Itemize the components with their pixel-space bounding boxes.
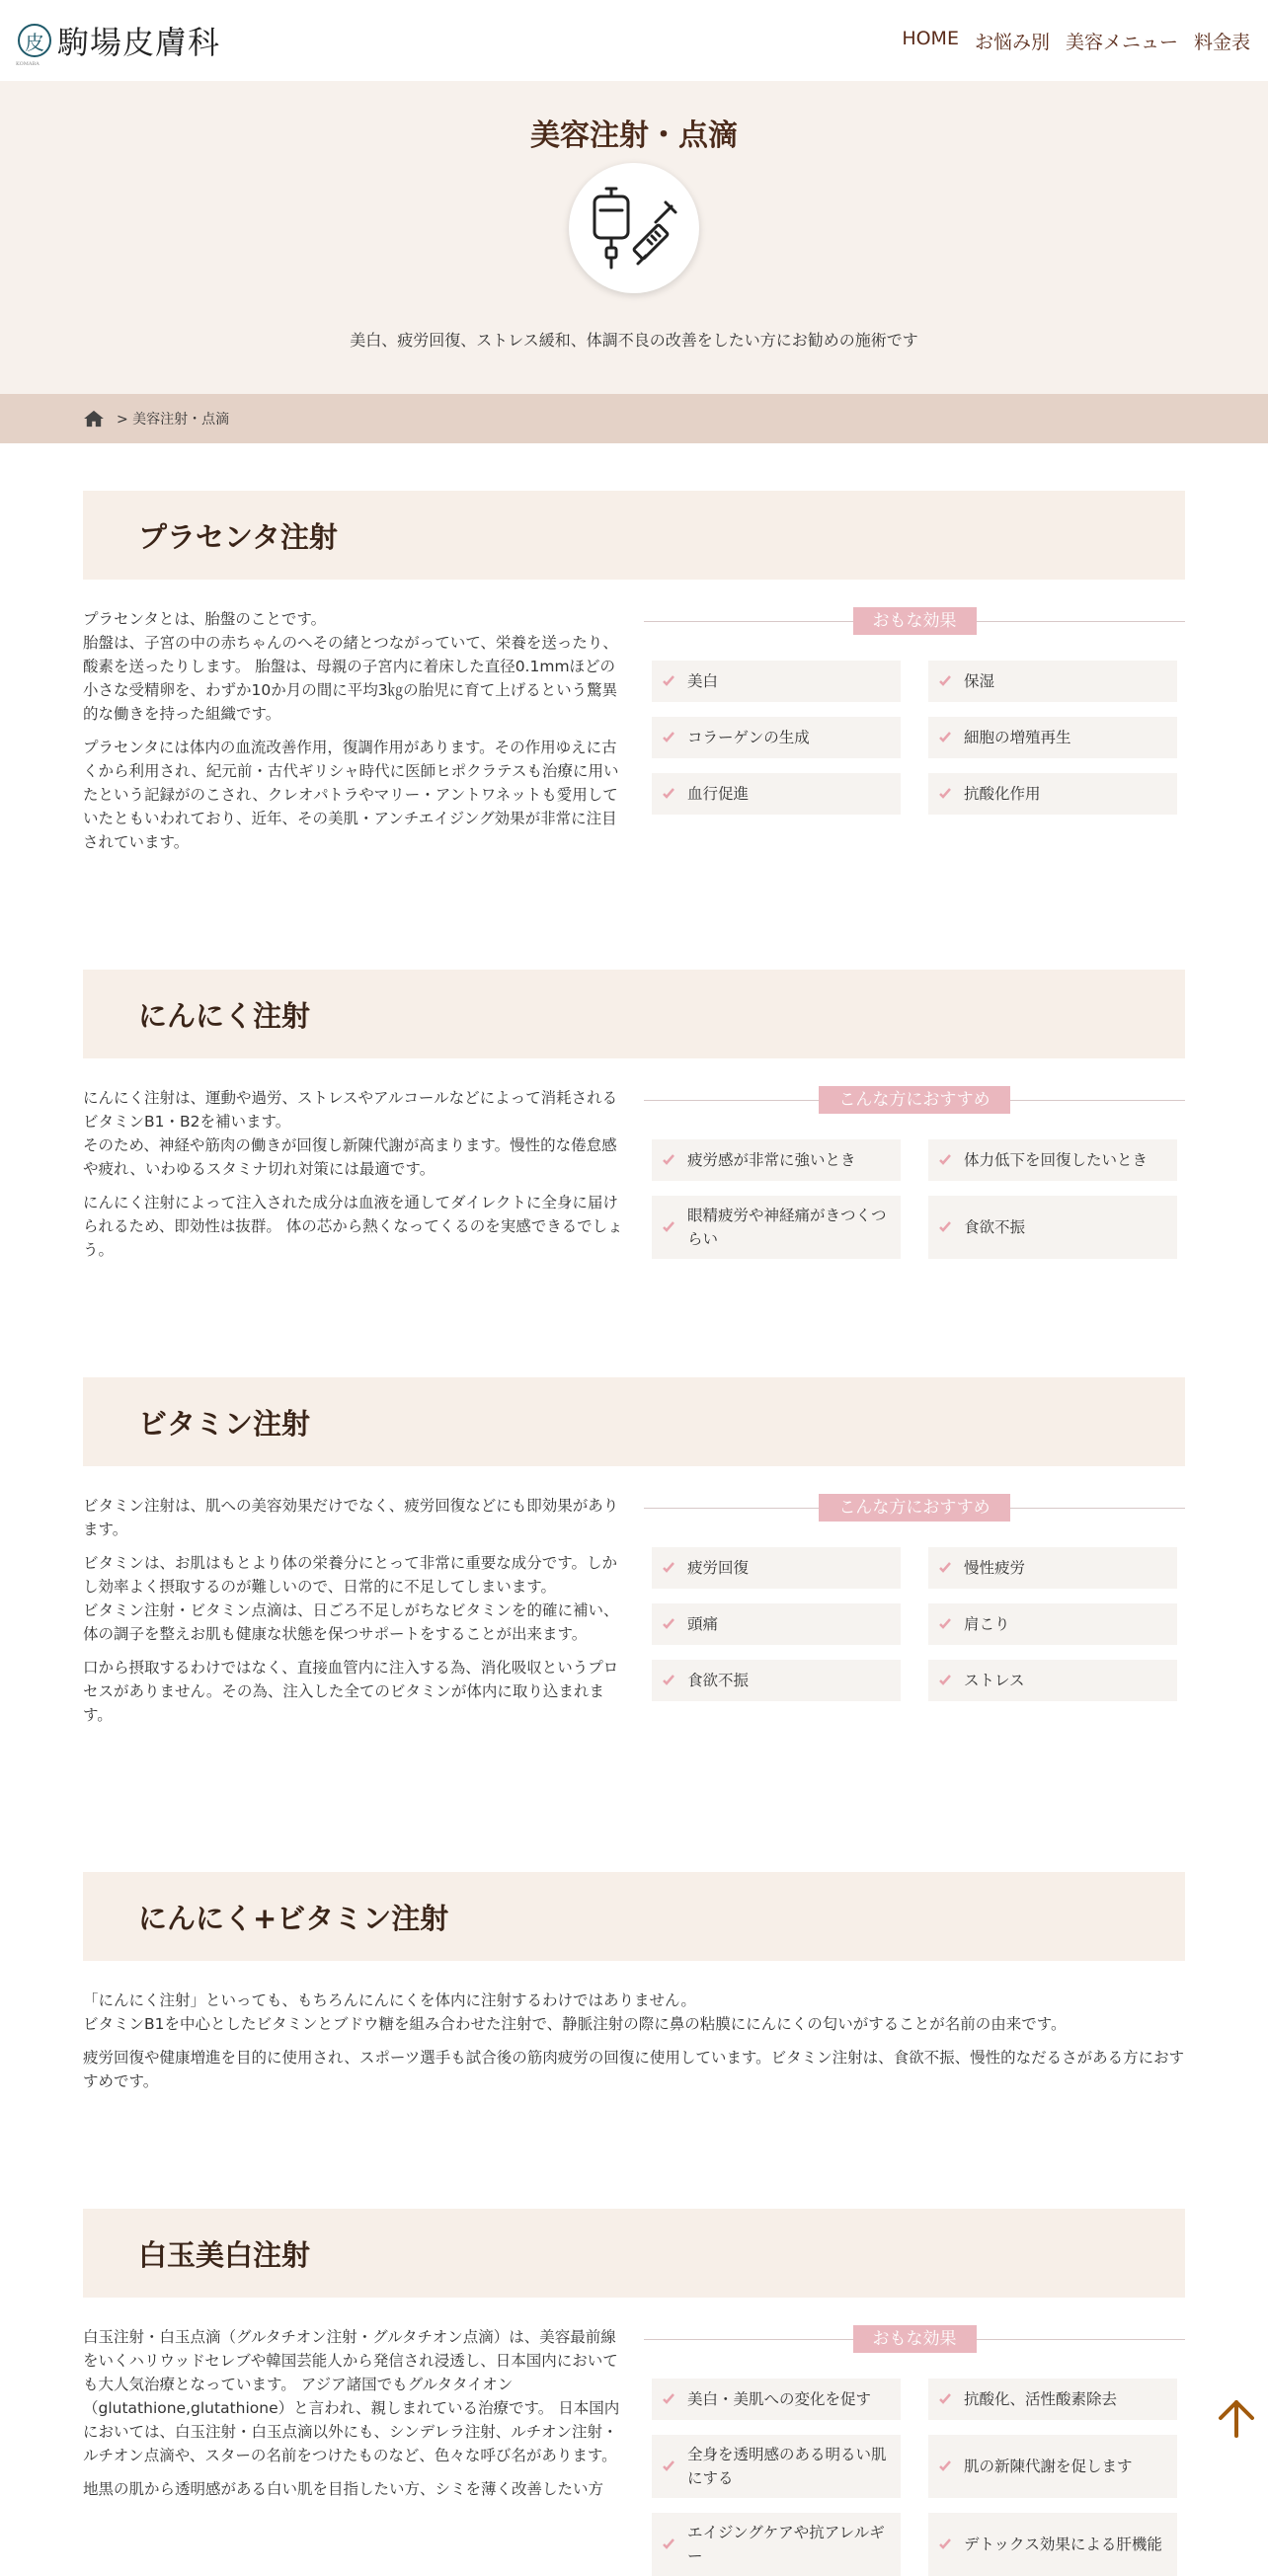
list-item-label: エイジングケアや抗アレルギー — [687, 2524, 885, 2565]
check-icon — [662, 1153, 675, 1167]
breadcrumb-current: > 美容注射・点滴 — [117, 412, 230, 428]
section-text — [83, 2325, 624, 2576]
list-item — [652, 1547, 901, 1589]
check-icon — [938, 2537, 952, 2551]
section-text — [83, 1989, 1185, 2093]
list-item — [652, 2435, 901, 2498]
section-title: ビタミン注射 — [83, 1377, 1185, 1466]
paragraph: にんにく注射によって注入された成分は血液を通してダイレクトに全身に届けられるため、即効性は抜群。 体の芯から熱くなってくるのを実感できるでしょう。 — [83, 1194, 623, 1259]
list-item-label: 眼精疲労や神経痛がきつくつらい — [687, 1207, 887, 1248]
list-item-label: 疲労回復 — [687, 1559, 750, 1577]
section-title: にんにく+ビタミン注射 — [83, 1872, 1185, 1961]
list-item-label: 美白 — [687, 672, 719, 690]
section-garlic-vitamin — [83, 1872, 1185, 2103]
check-icon — [938, 1561, 952, 1575]
list-item-label: 細胞の増殖再生 — [964, 729, 1071, 746]
hero-description: 美白、疲労回復、ストレス緩和、体調不良の改善をしたい方にお勧めの施術です — [350, 331, 918, 350]
check-icon — [938, 2392, 952, 2406]
list-item — [928, 1139, 1177, 1181]
list-item-label: 食欲不振 — [964, 1218, 1026, 1236]
list-item — [652, 717, 901, 758]
list-item-label: 肌の新陳代謝を促します — [964, 2458, 1133, 2475]
list-item-label: コラーゲンの生成 — [687, 729, 810, 746]
list-item — [652, 773, 901, 815]
check-icon — [662, 731, 675, 744]
section-shiratama — [83, 2209, 1185, 2576]
list-item-label: 抗酸化、活性酸素除去 — [964, 2390, 1118, 2408]
section-title: プラセンタ注射 — [83, 491, 1185, 580]
side-label-text: こんな方におすすめ — [819, 1086, 1009, 1114]
nav-price-list[interactable]: 料金表 — [1193, 31, 1250, 53]
section-text — [83, 1494, 624, 1737]
logo-glyph: 皮 — [25, 30, 44, 54]
side-label-text: おもな効果 — [853, 607, 977, 635]
list-item — [652, 2379, 901, 2420]
list-item — [928, 2435, 1177, 2498]
side-label — [644, 1494, 1185, 1523]
side-label — [644, 2325, 1185, 2355]
main-nav — [902, 28, 1250, 54]
list-item-label: 美白・美肌への変化を促す — [687, 2390, 872, 2408]
list-item-label: 血行促進 — [687, 785, 750, 803]
check-icon — [938, 731, 952, 744]
check-icon — [938, 787, 952, 801]
logo-sub: KOMABA — [16, 61, 40, 67]
nav-concerns[interactable]: お悩み別 — [974, 31, 1050, 53]
list-item — [652, 1196, 901, 1259]
list-item — [652, 661, 901, 702]
check-icon — [662, 787, 675, 801]
check-icon — [938, 1220, 952, 1234]
side-label-text: こんな方におすすめ — [819, 1494, 1009, 1522]
list-item-label: 疲労感が非常に強いとき — [687, 1151, 856, 1169]
list-item — [928, 717, 1177, 758]
list-item — [928, 661, 1177, 702]
paragraph: プラセンタとは、胎盤のことです。 胎盤は、子宮の中の赤ちゃんのへその緒とつながっていて、栄養を送ったり、酸素を送ったりします。 胎盤は、母親の子宮内に着床した直径0.1mmほどの小さな受精卵を、わずか10か月の間に平均3㎏の胎児に育て上げるという驚異的な働きを持った組織です。 — [83, 610, 618, 723]
check-icon — [938, 1674, 952, 1687]
list-item — [652, 1603, 901, 1645]
list-item — [652, 1660, 901, 1701]
logo-text: 駒場皮膚科 — [57, 24, 221, 61]
check-icon — [938, 2459, 952, 2473]
list-item-label: 肩こり — [964, 1615, 1010, 1633]
nav-home[interactable]: HOME — [902, 27, 959, 49]
effects-panel — [644, 607, 1185, 864]
page-title: 美容注射・点滴 — [530, 118, 738, 153]
list-item-label: 体力低下を回復したいとき — [964, 1151, 1149, 1169]
hero-banner — [0, 81, 1268, 394]
paragraph: プラセンタには体内の血流改善作用，復調作用があります。その作用ゆえに古くから利用され、紀元前・古代ギリシャ時代に医師ヒポクラテスも治療に用いたという記録がのこされ、クレオパトラやマリー・アントワネットも愛用していたともいわれており、近年、その美肌・アンチエイジング効果が非常に注目されています。 — [83, 739, 619, 851]
list-item — [928, 1547, 1177, 1589]
check-icon — [938, 674, 952, 688]
paragraph: ビタミン注射は、肌への美容効果だけでなく、疲労回復などにも即効果があります。 — [83, 1497, 619, 1538]
list-item-label: ストレス — [964, 1672, 1025, 1689]
check-icon — [662, 2392, 675, 2406]
section-garlic — [83, 970, 1185, 1272]
check-icon — [662, 674, 675, 688]
list-item-label: 慢性疲労 — [964, 1559, 1026, 1577]
paragraph: ビタミンは、お肌はもとより体の栄養分にとって非常に重要な成分です。しかし効率よく摂取するのが難しいので、日常的に不足してしまいます。 ビタミン注射・ビタミン点滴は、日ごろ不足しがちなビタミンを的確に補い、体の調子を整えお肌も健康な状態を保つサポートをすることが出来ます。 — [83, 1554, 619, 1643]
section-text — [83, 607, 624, 864]
list-item — [928, 1196, 1177, 1259]
breadcrumb — [0, 394, 1268, 443]
list-item — [928, 1603, 1177, 1645]
list-item — [928, 2513, 1177, 2576]
paragraph: 口から摂取するわけではなく、直接血管内に注入する為、消化吸収というプロセスがありません。その為、注入した全てのビタミンが体内に取り込まれます。 — [83, 1659, 619, 1724]
nav-beauty-menu[interactable]: 美容メニュー — [1065, 31, 1178, 53]
check-icon — [662, 1674, 675, 1687]
check-icon — [938, 1153, 952, 1167]
arrow-up-icon[interactable] — [1213, 2394, 1260, 2442]
check-icon — [662, 2459, 675, 2473]
list-item-label: デトックス効果による肝機能 — [964, 2536, 1162, 2553]
iv-drip-syringe-icon — [569, 163, 699, 293]
paragraph: 「にんにく注射」といっても、もちろんにんにくを体内に注射するわけではありません。 ビタミンB1を中心としたビタミンとブドウ糖を組み合わせた注射で、静脈注射の際に鼻の粘膜ににんにくの匂いがすることが名前の由来です。 — [83, 1991, 1067, 2033]
list-item-label: 全身を透明感のある明るい肌にする — [687, 2446, 887, 2487]
list-item — [928, 773, 1177, 815]
section-vitamin — [83, 1377, 1185, 1737]
list-item — [928, 2379, 1177, 2420]
section-title: にんにく注射 — [83, 970, 1185, 1058]
list-item-label: 食欲不振 — [687, 1672, 750, 1689]
list-item-label: 保湿 — [964, 672, 995, 690]
section-title: 白玉美白注射 — [83, 2209, 1185, 2298]
list-item — [652, 1139, 901, 1181]
recommend-panel — [644, 1494, 1185, 1737]
paragraph: にんにく注射は、運動や過労、ストレスやアルコールなどによって消耗されるビタミンB1・B2を補います。 そのため、神経や筋肉の働きが回復し新陳代謝が高まります。慢性的な倦怠感や疲れ、いわゆるスタミナ切れ対策には最適です。 — [83, 1089, 618, 1178]
check-icon — [938, 1617, 952, 1631]
check-icon — [662, 1561, 675, 1575]
check-icon — [662, 1617, 675, 1631]
recommend-panel — [644, 1086, 1185, 1272]
list-item — [928, 1660, 1177, 1701]
paragraph: 地黒の肌から透明感がある白い肌を目指したい方、シミを薄く改善したい方 — [83, 2480, 604, 2498]
paragraph: 疲労回復や健康増進を目的に使用され、スポーツ選手も試合後の筋肉疲労の回復に使用しています。ビタミン注射は、食欲不振、慢性的なだるさがある方におすすめです。 — [83, 2049, 1185, 2090]
list-item — [652, 2513, 901, 2576]
list-item-label: 頭痛 — [687, 1615, 719, 1633]
paragraph: 白玉注射・白玉点滴（グルタチオン注射・グルタチオン点滴）は、美容最前線をいくハリウッドセレブや韓国芸能人から発信され浸透し、日本国内においても大人気治療となっています。 アジア諸国でもグルタタイオン（glutathione,glutathione）と言われ、親しまれている治療です。 日本国内においては、白玉注射・白玉点滴以外にも、シンデレラ注射、ルチオン注射・ルチオン点滴や、スターの名前をつけたものなど、色々な呼び名があります。 — [83, 2328, 620, 2464]
side-label — [644, 1086, 1185, 1116]
check-icon — [662, 1220, 675, 1234]
side-label — [644, 607, 1185, 637]
section-placenta — [83, 491, 1185, 864]
site-header — [0, 0, 1268, 81]
home-icon[interactable] — [83, 410, 105, 428]
list-item-label: 抗酸化作用 — [964, 785, 1041, 803]
side-label-text: おもな効果 — [853, 2325, 977, 2353]
section-text — [83, 1086, 624, 1272]
check-icon — [662, 2537, 675, 2551]
site-logo[interactable] — [16, 18, 221, 67]
effects-panel — [644, 2325, 1185, 2576]
logo-mark — [16, 24, 51, 67]
